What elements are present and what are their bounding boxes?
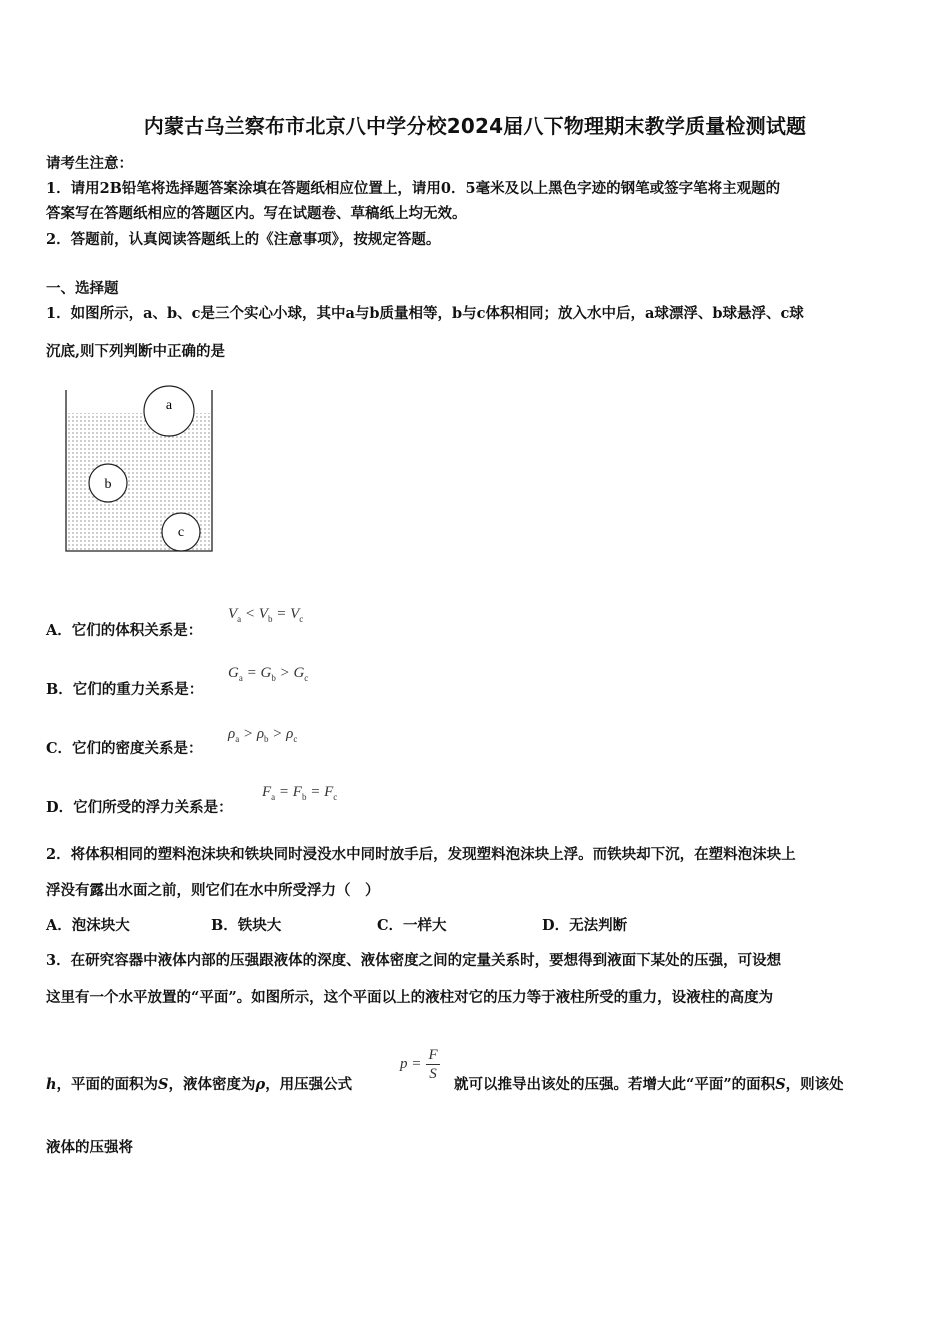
notice-item-1-line-2: 答案写在答题纸相应的答题区内。写在试题卷、草稿纸上均无效。 bbox=[46, 205, 467, 222]
q1-option-d-label: D．它们所受的浮力关系是： bbox=[46, 799, 233, 816]
q1-option-d[interactable] bbox=[46, 796, 233, 817]
q3-line-3-continued: 就可以推导出该处的压强。若增大此“平面”的面积S，则该处 bbox=[454, 1076, 844, 1093]
ball-c bbox=[162, 513, 200, 551]
q3-line-2: 这里有一个水平放置的“平面”。如图所示，这个平面以上的液柱对它的压力等于液柱所受的重力，设液柱的高度为 bbox=[46, 989, 774, 1006]
q1-option-a[interactable] bbox=[46, 619, 202, 640]
ball-b bbox=[89, 464, 127, 502]
q1-option-c-label: C．它们的密度关系是： bbox=[46, 740, 203, 757]
svg-text:a: a bbox=[165, 398, 173, 413]
ball-a bbox=[144, 386, 194, 436]
q1-option-c-formula: $\rho_a > \rho_b > \rho_c$ bbox=[228, 726, 298, 744]
q2-option-a[interactable]: A．泡沫块大 bbox=[46, 917, 130, 934]
q1-option-b[interactable] bbox=[46, 678, 203, 699]
page-title: 内蒙古乌兰察布市北京八中学分校2024届八下物理期末教学质量检测试题 bbox=[143, 114, 807, 138]
q2-line-1: 2．将体积相同的塑料泡沫块和铁块同时浸没水中同时放手后，发现塑料泡沫块上浮。而铁块却下沉，在塑料泡沫块上 bbox=[46, 846, 796, 863]
section-heading: 一、选择题 bbox=[46, 280, 119, 297]
q2-line-2: 浮没有露出水面之前，则它们在水中所受浮力（ ） bbox=[46, 882, 380, 899]
svg-text:b: b bbox=[104, 477, 112, 492]
q1-line-1: 1．如图所示，a、b、c是三个实心小球，其中a与b质量相等，b与c体积相同；放入水中后，a球漂浮、b球悬浮、c球 bbox=[46, 305, 804, 322]
q1-figure-container bbox=[60, 380, 220, 560]
notice-item-1-line-1: 1．请用2B铅笔将选择题答案涂填在答题纸相应位置上，请用0．5毫米及以上黑色字迹的钢笔或签字笔将主观题的 bbox=[46, 180, 781, 197]
q1-option-a-formula: $V_a < V_b = V_c$ bbox=[228, 606, 304, 624]
svg-text:c: c bbox=[177, 525, 185, 540]
q3-line-1: 3．在研究容器中液体内部的压强跟液体的深度、液体密度之间的定量关系时，要想得到液面下某处的压强，可设想 bbox=[46, 952, 782, 969]
q1-option-c[interactable] bbox=[46, 737, 203, 758]
q2-option-d[interactable]: D．无法判断 bbox=[542, 917, 628, 934]
q2-option-c[interactable]: C．一样大 bbox=[377, 917, 447, 934]
q2-option-b[interactable]: B．铁块大 bbox=[211, 917, 282, 934]
q1-option-b-label: B．它们的重力关系是： bbox=[46, 681, 204, 698]
notice-heading: 请考生注意： bbox=[46, 155, 133, 172]
q1-line-2: 沉底,则下列判断中正确的是 bbox=[46, 343, 226, 360]
q3-line-4: 液体的压强将 bbox=[46, 1139, 133, 1156]
q3-line-3: h，平面的面积为S，液体密度为ρ，用压强公式 bbox=[46, 1076, 353, 1093]
q1-option-b-formula: $G_a = G_b > G_c$ bbox=[228, 665, 309, 683]
notice-item-2: 2．答题前，认真阅读答题纸上的《注意事项》，按规定答题。 bbox=[46, 231, 441, 248]
q1-option-a-label: A．它们的体积关系是： bbox=[46, 622, 203, 639]
q1-option-d-formula: $F_a = F_b = F_c$ bbox=[262, 784, 338, 802]
q3-pressure-formula: p = $\frac{F}{S}$ bbox=[400, 1047, 438, 1082]
